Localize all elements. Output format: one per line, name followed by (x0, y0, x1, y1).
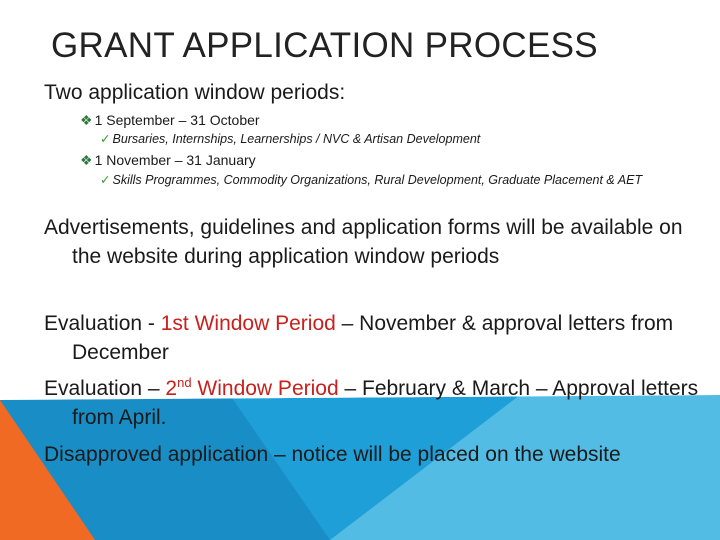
disapproved-text: Disapproved application – notice will be placed on the website (44, 443, 621, 466)
evaluation-1-text: Evaluation - 1st Window Period – November & approval letters from December (44, 312, 674, 364)
intro-text: Two application window periods: (44, 81, 346, 104)
window-1-period: ❖ 1 September – 31 October (80, 112, 260, 128)
checkmark-icon: ✓ (100, 173, 111, 187)
window-period-highlight: 1st Window Period (160, 312, 336, 335)
window-period-highlight: 2nd Window Period (165, 375, 339, 400)
window-2-programmes: ✓ Skills Programmes, Commodity Organizations, Rural Development, Graduate Placement & AET (100, 173, 643, 187)
diamond-bullet-icon: ❖ (80, 112, 93, 128)
diamond-bullet-icon: ❖ (80, 152, 93, 168)
window-2-period: ❖ 1 November – 31 January (80, 152, 256, 168)
checkmark-icon: ✓ (100, 132, 111, 146)
evaluation-2-text: Evaluation – 2nd Window Period – February & March – Approval letters from April. (44, 375, 699, 429)
advertisements-text: Advertisements, guidelines and application forms will be available on the website during application window periods (44, 216, 683, 268)
slide-title: GRANT APPLICATION PROCESS (51, 26, 598, 65)
window-1-programmes: ✓ Bursaries, Internships, Learnerships / NVC & Artisan Development (100, 132, 481, 146)
